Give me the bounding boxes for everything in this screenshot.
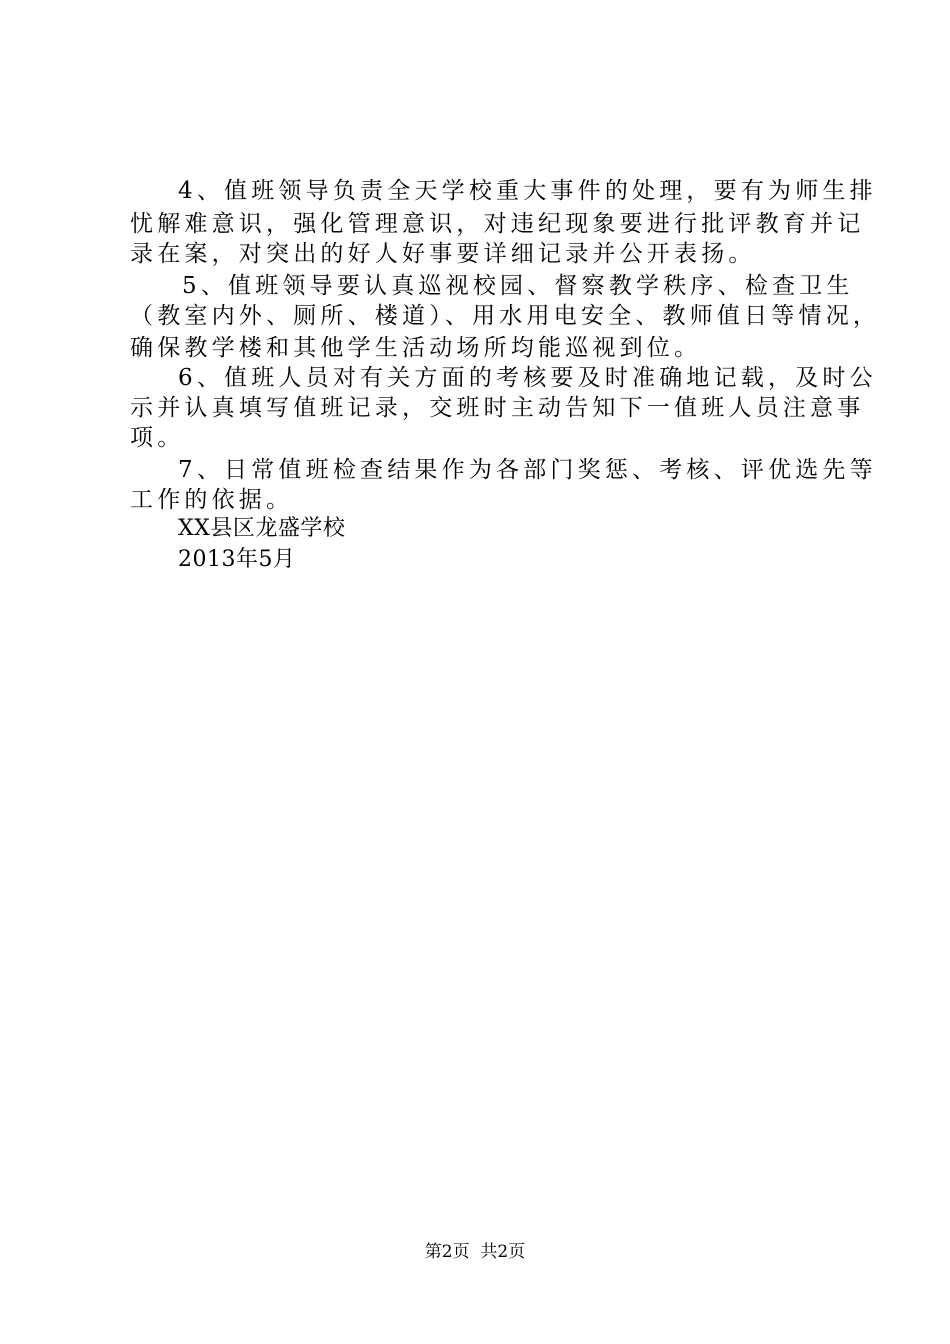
paragraph-4-line-3: 录在案，对突出的好人好事要详细记录并公开表扬。 [130, 241, 756, 267]
paragraph-6-line-3: 项。 [130, 425, 185, 451]
signature-organization: XX县区龙盛学校 [178, 516, 346, 541]
paragraph-6-line-1: 6、值班人员对有关方面的考核要及时准确地记载，及时公 [178, 365, 877, 391]
paragraph-6-line-2: 示并认真填写值班记录，交班时主动告知下一值班人员注意事 [130, 395, 865, 421]
paragraph-4-line-2: 忧解难意识，强化管理意识，对违纪现象要进行批评教育并记 [130, 211, 865, 237]
paragraph-5-line-3: 确保教学楼和其他学生活动场所均能巡视到位。 [130, 335, 702, 361]
page-footer [0, 1240, 950, 1264]
paragraph-7-line-2: 工作的依据。 [130, 487, 294, 513]
paragraph-7-line-1: 7、日常值班检查结果作为各部门奖惩、考核、评优选先等 [178, 457, 877, 483]
paragraph-5-line-1: 5、值班领导要认真巡视校园、督察教学秩序、检查卫生 [182, 273, 854, 299]
paragraph-5-line-2: （教室内外、厕所、楼道）、用水用电安全、教师值日等情况， [130, 303, 881, 329]
page-indicator: 第2页 共2页 [424, 1242, 526, 1262]
signature-date: 2013年5月 [178, 547, 296, 572]
paragraph-4-line-1: 4、值班领导负责全天学校重大事件的处理，要有为师生排 [178, 178, 877, 204]
